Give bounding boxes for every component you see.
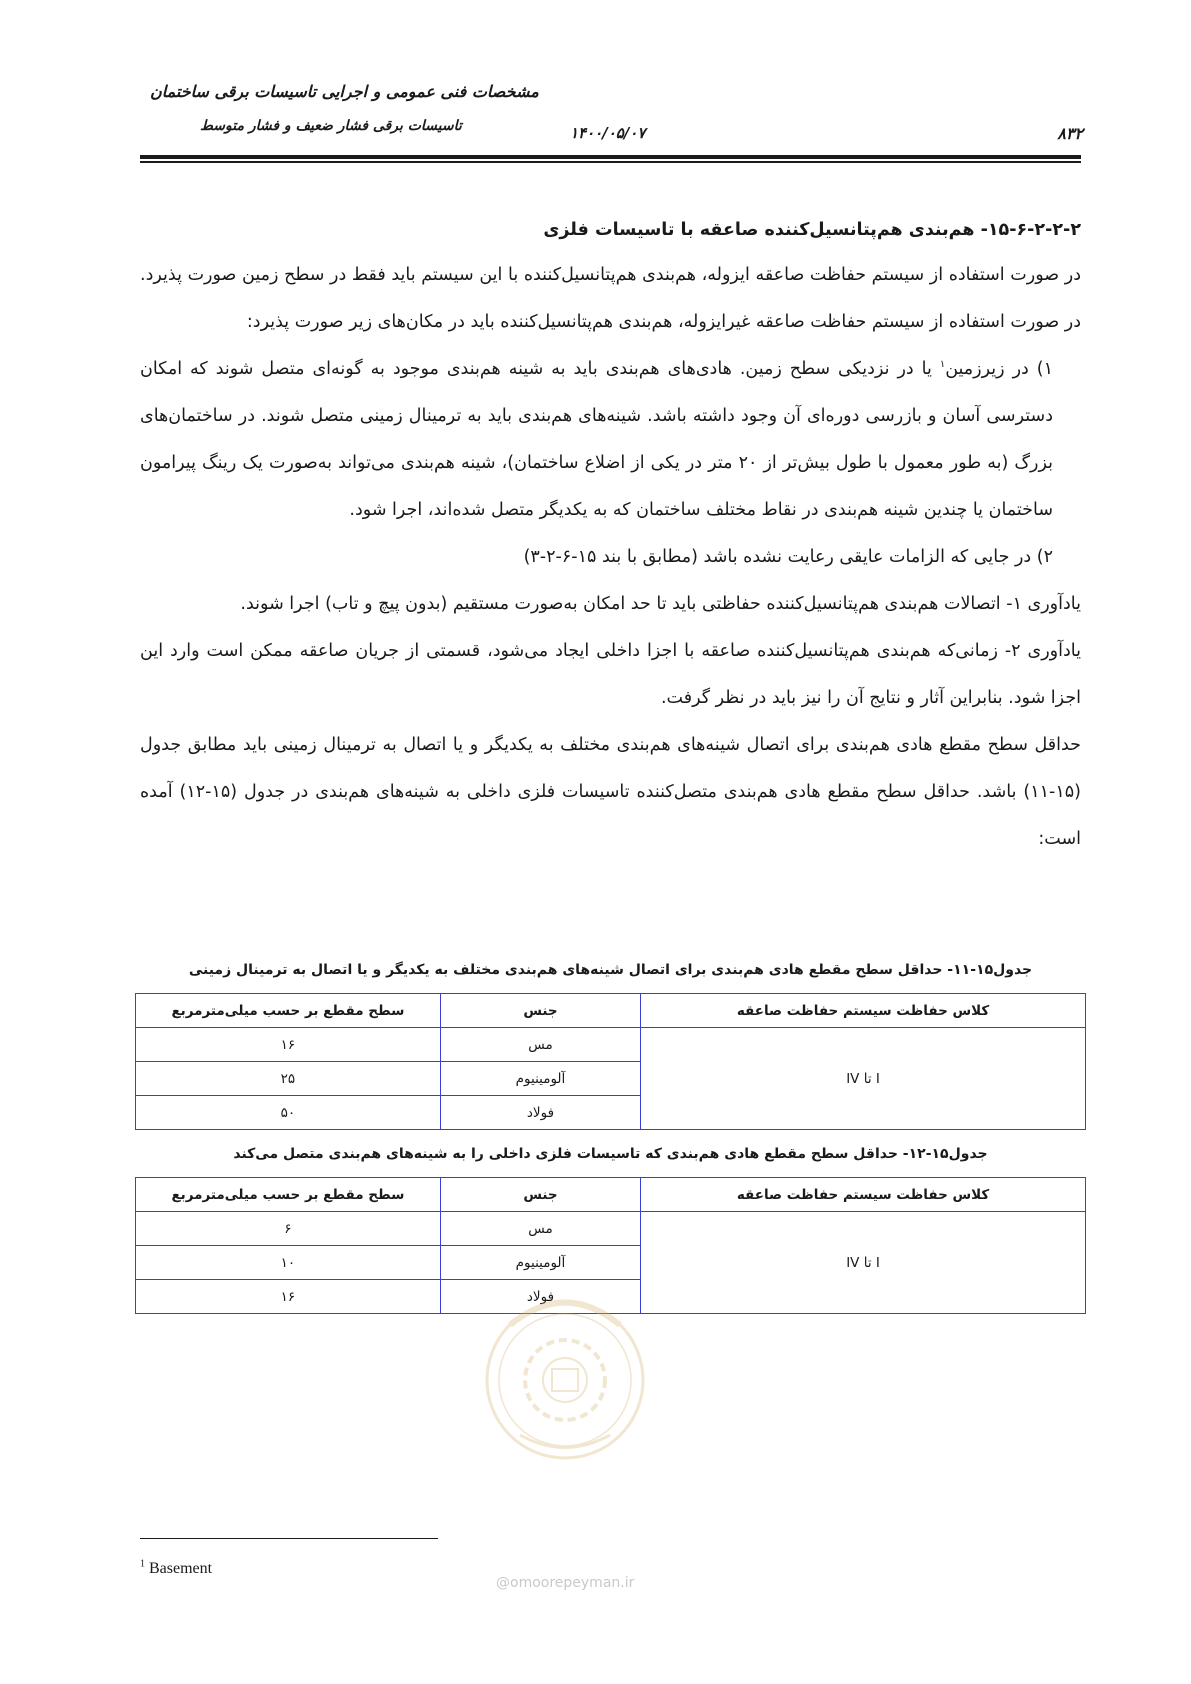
material-cell: مس: [440, 1212, 640, 1246]
footnote-mark: 1: [140, 1558, 145, 1570]
area-cell: ۱۶: [136, 1028, 441, 1062]
seal-logo-icon: [480, 1285, 650, 1465]
table-row: [136, 1212, 1086, 1246]
header-material: جنس: [440, 994, 640, 1028]
header-area: سطح مقطع بر حسب میلی‌مترمربع: [136, 994, 441, 1028]
area-cell: ۱۶: [136, 1280, 441, 1314]
note-1: یادآوری ۱- اتصالات هم‌بندی هم‌پتانسیل‌کننده حفاظتی باید تا حد امکان به‌صورت مستقیم (بدون پیچ و تاب) اجرا شوند.: [240, 594, 1081, 614]
list-item-2: ۲) در جایی که الزامات عایقی رعایت نشده باشد (مطابق با بند ۱۵-۶-۲-۳): [523, 547, 1053, 567]
section-content: [140, 208, 1081, 863]
footnote: [140, 1560, 212, 1578]
table-2-caption: جدول۱۵-۱۲- حداقل سطح مقطع هادی هم‌بندی که تاسیسات فلزی داخلی را به شینه‌های هم‌بندی متصل می‌کند: [233, 1146, 988, 1162]
footnote-ref: ۱: [939, 359, 946, 371]
watermark-url: @omoorepeyman.ir: [496, 1575, 635, 1591]
document-subtitle: تاسیسات برقی فشار ضعیف و فشار متوسط: [200, 118, 462, 134]
table-header-row: [136, 1178, 1086, 1212]
table-row: [136, 1028, 1086, 1062]
material-cell: فولاد: [440, 1280, 640, 1314]
header-material: جنس: [440, 1178, 640, 1212]
footnote-text: Basement: [149, 1560, 213, 1577]
table-1-caption: جدول۱۵-۱۱- حداقل سطح مقطع هادی هم‌بندی برای اتصال شینه‌های هم‌بندی مختلف به یکدیگر و یا اتصال به ترمینال زمینی: [188, 962, 1033, 978]
area-cell: ۵۰: [136, 1096, 441, 1130]
footnote-rule: [140, 1538, 438, 1539]
material-cell: مس: [440, 1028, 640, 1062]
material-cell: آلومینیوم: [440, 1062, 640, 1096]
area-cell: ۶: [136, 1212, 441, 1246]
intro-paragraph: در صورت استفاده از سیستم حفاظت صاعقه ایزوله، هم‌بندی هم‌پتانسیل‌کننده با این سیستم باید فقط در سطح زمین صورت پذیرد. در صورت استفاده از سیستم حفاظت صاعقه غیرایزوله، هم‌بندی هم‌پتانسیل‌کننده باید در مکان‌های زیر صورت پذیرد:: [140, 265, 1081, 332]
closing-paragraph: حداقل سطح مقطع هادی هم‌بندی برای اتصال شینه‌های هم‌بندی مختلف به یکدیگر و یا اتصال به ترمینال زمینی باید مطابق جدول (۱۵-۱۱) باشد. حداقل سطح مقطع هادی هم‌بندی متصل‌کننده تاسیسات فلزی داخلی به شینه‌های هم‌بندی در جدول (۱۵-۱۲) آمده است:: [140, 735, 1081, 849]
class-cell: I تا IV: [641, 1028, 1086, 1130]
document-date: ۱۴۰۰/۰۵/۰۷: [570, 124, 646, 142]
material-cell: فولاد: [440, 1096, 640, 1130]
area-cell: ۲۵: [136, 1062, 441, 1096]
header-class: کلاس حفاظت سیستم حفاظت صاعقه: [641, 994, 1086, 1028]
area-cell: ۱۰: [136, 1246, 441, 1280]
page-number: ۸۳۲: [1057, 124, 1083, 143]
document-title: مشخصات فنی عمومی و اجرایی تاسیسات برقی ساختمان: [150, 82, 539, 101]
material-cell: آلومینیوم: [440, 1246, 640, 1280]
table-header-row: [136, 994, 1086, 1028]
header-rule-thin: [140, 161, 1081, 163]
header-area: سطح مقطع بر حسب میلی‌مترمربع: [136, 1178, 441, 1212]
list-item-1-rest: یا در نزدیکی سطح زمین. هادی‌های هم‌بندی باید به شینه هم‌بندی موجود به گونه‌ای متصل شوند که امکان دسترسی آسان و بازرسی دوره‌ای آن وجود داشته باشد. شینه‌های هم‌بندی باید به ترمینال زمینی متصل شوند. در ساختمان‌های بزرگ (به طور معمول با طول بیش‌تر از ۲۰ متر در یکی از اضلاع ساختمان)، شینه هم‌بندی می‌تواند به‌صورت یک رینگ پیرامون ساختمان یا چندین شینه هم‌بندی در نقاط مختلف ساختمان که به یکدیگر متصل شده‌اند، اجرا شود.: [140, 359, 1053, 520]
section-heading: ۱۵-۶-۲-۲-۲- هم‌بندی هم‌پتانسیل‌کننده صاعقه با تاسیسات فلزی: [543, 220, 1081, 240]
header-class: کلاس حفاظت سیستم حفاظت صاعقه: [641, 1178, 1086, 1212]
header-rule-thick: [140, 155, 1081, 159]
list-item-1: [140, 346, 1053, 534]
list-item-1-start: ۱) در زیرزمین: [945, 359, 1053, 379]
class-cell: I تا IV: [641, 1212, 1086, 1314]
table-1: [135, 993, 1086, 1130]
note-2: یادآوری ۲- زمانی‌که هم‌بندی هم‌پتانسیل‌کننده صاعقه با اجزا داخلی ایجاد می‌شود، قسمتی از جریان صاعقه ممکن است وارد این اجزا شود. بنابراین آثار و نتایج آن را نیز باید در نظر گرفت.: [140, 641, 1081, 708]
